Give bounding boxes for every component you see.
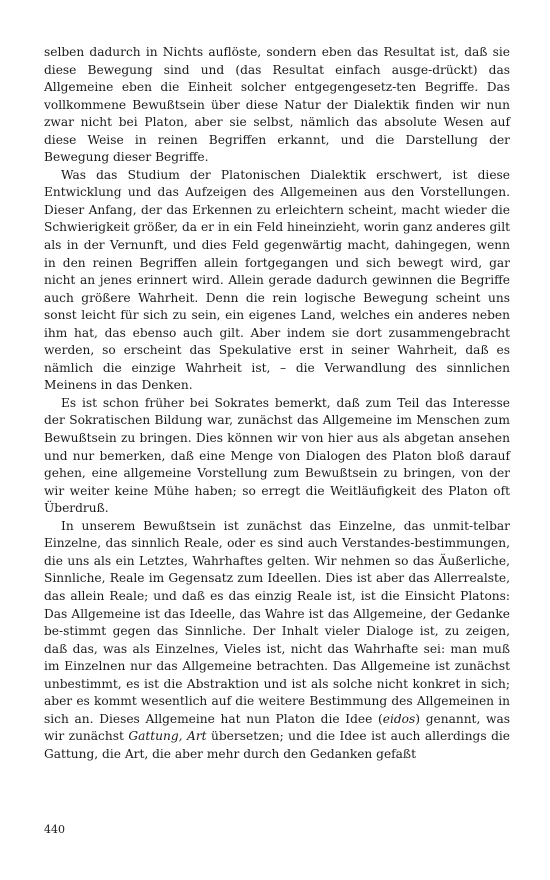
- text-run: Es ist schon früher bei Sokrates bemerkt, daß zum Teil das Interesse der Sokratischen Bildung war, zunächst das Allgemeine im Menschen zum Bewußtsein zu bringen. Dies können wir von hier aus als abgetan ansehen und nur bemerken, daß eine Menge von Dialogen des Platon bloß darauf gehen, eine allgemeine Vorstellung zum Bewußtsein zu bringen, von der wir weiter keine Mühe haben; so erregt die Weitläufigkeit des Platon oft Überdruß.: [44, 395, 510, 516]
- book-page-text: [44, 44, 510, 763]
- paragraph-1: [44, 44, 510, 167]
- paragraph-2: [44, 167, 510, 395]
- text-run: selben dadurch in Nichts auflöste, sondern eben das Resultat ist, daß sie diese Bewegung sind und (das Resultat einfach ausge-drückt) das Allgemeine eben die Einheit solcher entgegengesetz-ten Begriffe. Das vollkommene Bewußtsein über diese Natur der Dialektik finden wir nun zwar nicht bei Platon, aber sie selbst, nämlich das absolute Wesen auf diese Weise in reinen Begriffen erkannt, und die Darstellung der Bewegung dieser Begriffe.: [44, 45, 510, 165]
- text-run: übersetzen; und die Idee ist auch allerdings die Gattung, die Art, die aber mehr durch den Gedanken gefaßt: [44, 729, 511, 761]
- paragraph-3: [44, 395, 510, 518]
- italic-term: Gattung, Art: [128, 729, 207, 744]
- paragraph-4: [44, 518, 510, 764]
- italic-term: eidos: [382, 711, 416, 726]
- page-number: 440: [44, 823, 65, 836]
- text-run: In unserem Bewußtsein ist zunächst das Einzelne, das unmit-telbar Einzelne, das sinnlich Reale, oder es sind auch Verstandes-bestimmungen, die uns als ein Letztes, Wahrhaftes gelten. Wir nehmen so das Äußerliche, Sinnliche, Reale im Gegensatz zum Ideellen. Dies ist aber das Allerrealste, das allein Reale; und daß es das einzig Reale ist, ist die Einsicht Platons: Das Allgemeine ist das Ideelle, das Wahre ist das Allgemeine, der Gedanke be-stimmt gegen das Sinnliche. Der Inhalt vieler Dialoge ist, zu zeigen, daß das, was als Einzelnes, Vieles ist, nicht das Wahrhafte sei: man muß im Einzelnen nur das Allgemeine betrachten. Das Allgemeine ist zunächst unbestimmt, es ist die Abstraktion und ist als solche nicht konkret in sich; aber es kommt wesentlich auf die weitere Bestimmung des Allgemeinen in sich an. Dieses Allgemeine hat nun Platon die Idee (: [44, 518, 510, 726]
- text-run: ) genannt, was wir zunächst: [44, 711, 510, 744]
- text-run: Was das Studium der Platonischen Dialektik erschwert, ist diese Entwicklung und das Aufzeigen des Allgemeinen aus den Vorstellungen. Dieser Anfang, der das Erkennen zu erleichtern scheint, macht wieder die Schwierigkeit größer, da er in ein Feld hineinzieht, worin ganz anderes gilt als in der Vernunft, und dies Feld gegenwärtig macht, dahingegen, wenn in den reinen Begriffen allein fortgegangen und sich bewegt wird, gar nicht an jenes erinnert wird. Allein gerade dadurch gewinnen die Begriffe auch größere Wahrheit. Denn die rein logische Bewegung scheint uns sonst leicht für sich zu sein, ein eigenes Land, welches ein anderes neben ihm hat, das ebenso auch gilt. Aber indem sie dort zusammengebracht werden, so erscheint das Spekulative erst in seiner Wahrheit, daß es nämlich die einzige Wahrheit ist, – die Verwandlung des sinnlichen Meinens in das Denken.: [44, 167, 510, 393]
